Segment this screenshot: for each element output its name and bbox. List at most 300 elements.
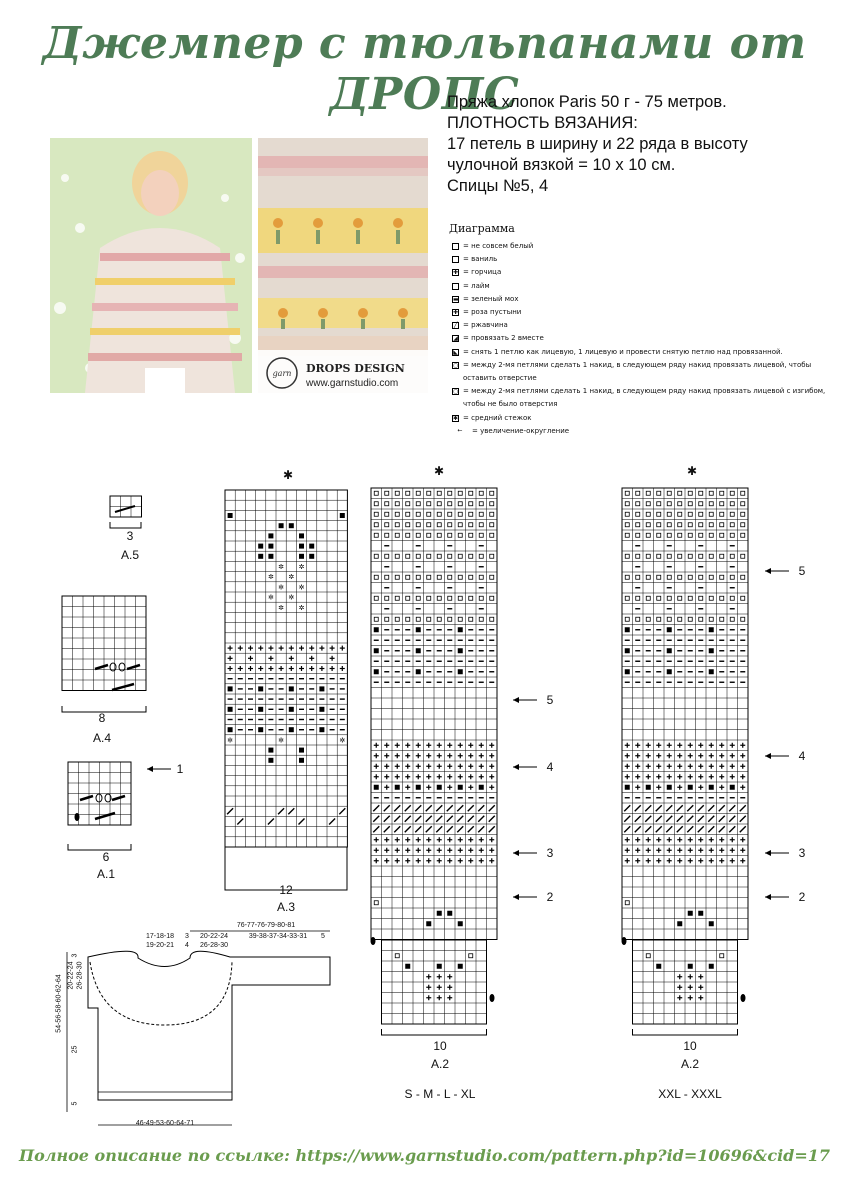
legend-text: = между 2-мя петлями сделать 1 накид, в следующем ряду накид провязать лицевой с изгибом, чтобы не было отверстия	[463, 387, 826, 409]
legend-text: = ваниль	[463, 255, 498, 264]
stitch-mark	[384, 826, 390, 832]
stitch-mark	[678, 502, 682, 506]
stitch-mark	[289, 727, 294, 732]
stitch-mark	[268, 533, 273, 538]
stitch-mark	[457, 816, 463, 822]
stitch-mark	[720, 554, 724, 558]
stitch-mark	[635, 816, 641, 822]
stitch-mark	[469, 512, 473, 516]
stitch-mark	[458, 512, 462, 516]
stitch-mark	[490, 554, 494, 558]
stitch-mark	[698, 826, 704, 832]
stitch-mark	[319, 707, 324, 712]
stitch-mark	[457, 805, 463, 811]
stitch-mark	[489, 816, 495, 822]
stitch-mark	[309, 544, 314, 549]
stitch-mark	[427, 617, 431, 621]
stitch-mark	[490, 596, 494, 600]
legend-text: = горчица	[463, 268, 502, 277]
stitch-mark	[374, 901, 378, 905]
stitch-mark	[708, 816, 714, 822]
stitch-mark	[667, 669, 672, 674]
stitch-mark: ✲	[278, 583, 285, 592]
stitch-mark	[339, 808, 345, 814]
schematic-dim: 20-22-24	[199, 933, 229, 940]
stitch-mark	[699, 617, 703, 621]
stitch-mark	[646, 954, 650, 958]
stitch-mark	[385, 512, 389, 516]
stitch-mark	[699, 596, 703, 600]
stitch-mark	[405, 816, 411, 822]
stitch-mark	[625, 596, 629, 600]
stitch-mark	[395, 502, 399, 506]
stitch-mark	[258, 554, 263, 559]
stitch-mark	[688, 617, 692, 621]
stitch-mark	[730, 785, 735, 790]
stitch-mark	[657, 554, 661, 558]
stitch-mark	[447, 911, 452, 916]
legend-text: = увеличение-округление	[472, 426, 570, 435]
stitch-mark	[636, 575, 640, 579]
yarn-line: Пряжа хлопок Paris 50 г - 75 метров.	[447, 93, 727, 111]
stitch-mark	[490, 575, 494, 579]
stitch-mark	[624, 826, 630, 832]
stitch-mark	[688, 911, 693, 916]
stitch-mark	[406, 617, 410, 621]
stitch-mark	[656, 964, 661, 969]
stitch-mark	[709, 554, 713, 558]
stitch-mark	[719, 816, 725, 822]
stitch-mark	[406, 502, 410, 506]
stitch-mark	[699, 533, 703, 537]
stitch-mark	[385, 533, 389, 537]
stitch-mark	[406, 596, 410, 600]
stitch-mark	[646, 554, 650, 558]
stitch-mark	[720, 575, 724, 579]
stitch-mark	[490, 617, 494, 621]
stitch-mark	[699, 523, 703, 527]
legend-text: = лайм	[463, 281, 490, 290]
stitch-mark	[667, 502, 671, 506]
stitch-mark	[394, 826, 400, 832]
stitch-mark	[437, 554, 441, 558]
stitch-mark	[385, 502, 389, 506]
legend-text: = зеленый мох	[463, 294, 519, 303]
stitch-mark	[469, 575, 473, 579]
gauge-heading: ПЛОТНОСТЬ ВЯЗАНИЯ:	[447, 114, 638, 132]
legend-swatch-icon: ╱	[453, 322, 458, 330]
stitch-mark	[741, 491, 745, 495]
stitch-mark	[667, 785, 672, 790]
stitch-mark	[437, 911, 442, 916]
stitch-mark	[678, 617, 682, 621]
decrease-icon	[127, 665, 140, 669]
stitch-mark	[289, 686, 294, 691]
stitch-mark	[646, 785, 651, 790]
stitch-mark	[405, 826, 411, 832]
stitch-mark	[489, 805, 495, 811]
stitch-mark: ✲	[298, 583, 305, 592]
stitch-mark	[458, 523, 462, 527]
stitch-mark	[720, 512, 724, 516]
stitch-mark	[469, 533, 473, 537]
stitch-mark	[741, 533, 745, 537]
stitch-mark: ✲	[278, 603, 285, 612]
stitch-mark	[646, 617, 650, 621]
chart-a1-arrow-label: 1	[176, 762, 184, 776]
legend-text: = ржавчина	[463, 321, 508, 330]
stitch-mark	[625, 669, 630, 674]
stitch-mark	[657, 575, 661, 579]
stitch-mark	[636, 491, 640, 495]
stitch-mark	[688, 964, 693, 969]
stitch-mark: ✲	[288, 593, 295, 602]
schematic-dim: 3	[185, 933, 189, 940]
arrow-head-icon	[765, 894, 771, 900]
chart-a4-count: 8	[98, 711, 106, 725]
stitch-mark	[688, 575, 692, 579]
stitch-mark	[667, 554, 671, 558]
stitch-mark	[698, 805, 704, 811]
schematic-dim: 26-28-30	[199, 942, 229, 949]
stitch-mark	[730, 596, 734, 600]
stitch-mark	[448, 491, 452, 495]
stitch-mark	[448, 596, 452, 600]
stitch-mark	[678, 512, 682, 516]
stitch-mark	[699, 554, 703, 558]
stitch-mark	[479, 554, 483, 558]
chart-a2-name: A.2	[680, 1057, 699, 1071]
stitch-mark	[646, 502, 650, 506]
stitch-mark	[656, 805, 662, 811]
stitch-mark	[709, 785, 714, 790]
schematic-sleeve: 39-38-37-34-33-31	[248, 933, 308, 940]
stitch-mark: ✲	[267, 593, 274, 602]
stitch-mark	[469, 523, 473, 527]
stitch-mark	[406, 575, 410, 579]
stitch-mark	[427, 502, 431, 506]
stitch-mark	[405, 964, 410, 969]
stitch-mark	[678, 491, 682, 495]
stitch-mark	[458, 533, 462, 537]
stitch-mark	[709, 964, 714, 969]
stitch-mark	[436, 826, 442, 832]
legend-swatch-icon: ✚	[453, 309, 459, 317]
repeat-bracket	[633, 1029, 738, 1035]
stitch-mark	[299, 533, 304, 538]
stitch-mark	[624, 805, 630, 811]
stitch-mark	[636, 617, 640, 621]
stitch-mark	[426, 816, 432, 822]
stitch-mark	[678, 533, 682, 537]
stitch-mark	[458, 575, 462, 579]
schematic-yoke: 20-22-24	[67, 961, 75, 990]
row-marker: 3	[798, 846, 806, 860]
stitch-mark	[699, 491, 703, 495]
stitch-mark	[698, 911, 703, 916]
stitch-mark	[268, 758, 273, 763]
stitch-mark	[289, 707, 294, 712]
increase-icon	[622, 937, 627, 945]
stitch-mark	[720, 954, 724, 958]
schematic-dim: 5	[321, 933, 325, 940]
legend-swatch-icon: ○	[453, 388, 459, 396]
stitch-mark	[406, 554, 410, 558]
stitch-mark	[678, 575, 682, 579]
stitch-mark	[741, 523, 745, 527]
center-stitch-icon: ✱	[687, 464, 698, 478]
stitch-mark	[448, 512, 452, 516]
stitch-mark	[677, 826, 683, 832]
stitch-mark	[457, 826, 463, 832]
chart-a2-count: 10	[433, 1039, 447, 1053]
stitch-mark	[427, 533, 431, 537]
stitch-mark	[625, 575, 629, 579]
stitch-mark	[699, 502, 703, 506]
legend-text: = снять 1 петлю как лицевую, 1 лицевую и провести снятую петлю над провязанной.	[463, 347, 783, 356]
stitch-mark	[426, 826, 432, 832]
stitch-mark	[374, 533, 378, 537]
row-marker: 2	[546, 890, 554, 904]
stitch-mark	[289, 523, 294, 528]
stitch-mark	[698, 816, 704, 822]
stitch-mark	[299, 819, 305, 825]
stitch-mark	[469, 491, 473, 495]
stitch-mark	[374, 648, 379, 653]
stitch-mark	[730, 575, 734, 579]
stitch-mark	[279, 523, 284, 528]
stitch-mark	[490, 533, 494, 537]
decrease-icon	[112, 684, 134, 690]
stitch-mark	[406, 512, 410, 516]
stitch-mark	[657, 491, 661, 495]
stitch-mark	[708, 826, 714, 832]
stitch-mark	[374, 575, 378, 579]
legend-title: Диаграмма	[449, 222, 515, 235]
schematic-dim: 4	[185, 942, 189, 949]
stitch-mark	[479, 512, 483, 516]
stitch-mark	[469, 954, 473, 958]
stitch-mark	[729, 826, 735, 832]
stitch-mark	[395, 954, 399, 958]
stitch-mark	[469, 502, 473, 506]
stitch-mark	[394, 805, 400, 811]
chart-a1-name: A.1	[96, 867, 115, 881]
stitch-mark	[740, 826, 746, 832]
stitch-mark	[469, 617, 473, 621]
stitch-mark	[385, 491, 389, 495]
stitch-mark	[667, 575, 671, 579]
stitch-mark	[479, 502, 483, 506]
row-marker: 2	[798, 890, 806, 904]
stitch-mark	[406, 523, 410, 527]
stitch-mark	[688, 523, 692, 527]
stitch-mark	[374, 785, 379, 790]
stitch-mark	[709, 669, 714, 674]
stitch-mark	[646, 533, 650, 537]
legend-swatch-icon: ◢	[453, 335, 458, 343]
stitch-mark	[415, 826, 421, 832]
stitch-mark	[730, 523, 734, 527]
stitch-mark: ✲	[298, 563, 305, 571]
stitch-mark	[720, 617, 724, 621]
row-marker: 3	[546, 846, 554, 860]
stitch-mark	[437, 523, 441, 527]
stitch-mark	[395, 491, 399, 495]
stitch-mark	[437, 491, 441, 495]
chart-a2-count: 10	[683, 1039, 697, 1053]
legend-text: = средний стежок	[463, 413, 532, 422]
brand-text: DROPS DESIGN	[306, 362, 405, 375]
stitch-mark	[657, 617, 661, 621]
stitch-mark	[645, 805, 651, 811]
gauge-line: 17 петель в ширину и 22 ряда в высоту	[447, 135, 748, 153]
stitch-mark	[374, 669, 379, 674]
chart-a5-name: A.5	[120, 548, 139, 562]
stitch-mark	[719, 805, 725, 811]
stitch-mark	[741, 596, 745, 600]
stitch-mark	[288, 808, 294, 814]
stitch-mark	[299, 544, 304, 549]
stitch-mark	[447, 805, 453, 811]
stitch-mark	[374, 627, 379, 632]
stitch-mark	[469, 596, 473, 600]
needles-line: Спицы №5, 4	[447, 177, 549, 195]
stitch-mark	[374, 554, 378, 558]
stitch-mark	[624, 816, 630, 822]
stitch-mark	[458, 554, 462, 558]
schematic-height: 54-56-58-60-62-64	[55, 974, 63, 1033]
stitch-mark	[667, 596, 671, 600]
stitch-mark	[416, 669, 421, 674]
schematic-yoke: 26-28-30	[76, 961, 84, 990]
increase-icon	[371, 937, 376, 945]
size-label: S - M - L - XL	[404, 1087, 476, 1101]
stitch-mark	[709, 575, 713, 579]
center-stitch-icon: ✱	[283, 468, 294, 482]
stitch-mark	[741, 617, 745, 621]
stitch-mark	[385, 617, 389, 621]
stitch-mark	[340, 513, 345, 518]
stitch-mark: ✲	[278, 563, 285, 571]
stitch-mark	[436, 805, 442, 811]
stitch-mark	[656, 816, 662, 822]
stitch-mark	[730, 617, 734, 621]
stitch-mark	[437, 785, 442, 790]
stitch-mark	[374, 502, 378, 506]
stitch-mark	[416, 491, 420, 495]
stitch-mark	[299, 748, 304, 753]
stitch-mark	[373, 826, 379, 832]
stitch-mark	[709, 627, 714, 632]
legend-text: = роза пустыни	[463, 308, 522, 317]
stitch-mark	[299, 554, 304, 559]
yarn-over-icon	[119, 663, 125, 671]
stitch-mark	[479, 523, 483, 527]
stitch-mark	[478, 805, 484, 811]
stitch-mark	[416, 533, 420, 537]
decrease-icon	[112, 796, 125, 800]
stitch-mark	[395, 785, 400, 790]
stitch-mark	[688, 533, 692, 537]
stitch-mark	[447, 826, 453, 832]
stitch-mark	[657, 533, 661, 537]
stitch-mark	[730, 502, 734, 506]
stitch-mark	[667, 617, 671, 621]
stitch-mark	[416, 648, 421, 653]
stitch-mark	[709, 523, 713, 527]
stitch-mark	[657, 502, 661, 506]
arrow-head-icon	[513, 697, 519, 703]
stitch-mark	[329, 819, 335, 825]
stitch-mark	[709, 502, 713, 506]
stitch-mark	[490, 491, 494, 495]
stitch-mark	[490, 512, 494, 516]
stitch-mark	[687, 816, 693, 822]
stitch-mark	[645, 826, 651, 832]
stitch-mark	[437, 502, 441, 506]
stitch-mark	[708, 805, 714, 811]
stitch-mark	[625, 785, 630, 790]
stitch-mark	[635, 826, 641, 832]
stitch-mark	[458, 502, 462, 506]
stitch-mark	[458, 785, 463, 790]
stitch-mark	[416, 554, 420, 558]
stitch-mark	[636, 523, 640, 527]
stitch-mark	[415, 805, 421, 811]
yarn-over-icon	[110, 663, 116, 671]
stitch-mark	[720, 596, 724, 600]
stitch-mark	[385, 575, 389, 579]
legend-swatch-icon: ←	[457, 426, 463, 434]
stitch-mark	[741, 512, 745, 516]
arrow-head-icon	[765, 753, 771, 759]
size-label: XXL - XXXL	[658, 1087, 722, 1101]
stitch-mark	[479, 617, 483, 621]
stitch-mark	[688, 502, 692, 506]
stitch-mark	[258, 727, 263, 732]
increase-icon	[75, 813, 80, 821]
stitch-mark	[384, 805, 390, 811]
legend-text: = не совсем белый	[463, 242, 534, 250]
decrease-icon	[95, 813, 115, 819]
stitch-mark	[636, 512, 640, 516]
pattern-link[interactable]: Полное описание по ссылке: https://www.garnstudio.com/pattern.php?id=10696&cid=17	[18, 1146, 831, 1165]
stitch-mark	[489, 826, 495, 832]
repeat-bracket	[110, 522, 141, 528]
stitch-mark	[448, 554, 452, 558]
stitch-mark	[688, 596, 692, 600]
stitch-mark	[416, 512, 420, 516]
stitch-mark: ✲	[339, 736, 346, 745]
stitch-mark	[395, 554, 399, 558]
stitch-mark	[709, 648, 714, 653]
stitch-mark	[625, 648, 630, 653]
stitch-mark	[395, 523, 399, 527]
stitch-mark	[625, 523, 629, 527]
schematic-neckband: 3	[71, 953, 79, 958]
stitch-mark	[666, 805, 672, 811]
stitch-mark	[729, 805, 735, 811]
stitch-mark	[416, 502, 420, 506]
stitch-mark: ✲	[278, 736, 285, 745]
legend-swatch-icon: ✱	[453, 414, 459, 422]
decrease-icon	[95, 665, 108, 669]
stitch-mark	[468, 805, 474, 811]
legend-swatch-icon: ○	[453, 361, 459, 369]
stitch-mark: ✲	[227, 736, 234, 745]
stitch-mark	[415, 816, 421, 822]
